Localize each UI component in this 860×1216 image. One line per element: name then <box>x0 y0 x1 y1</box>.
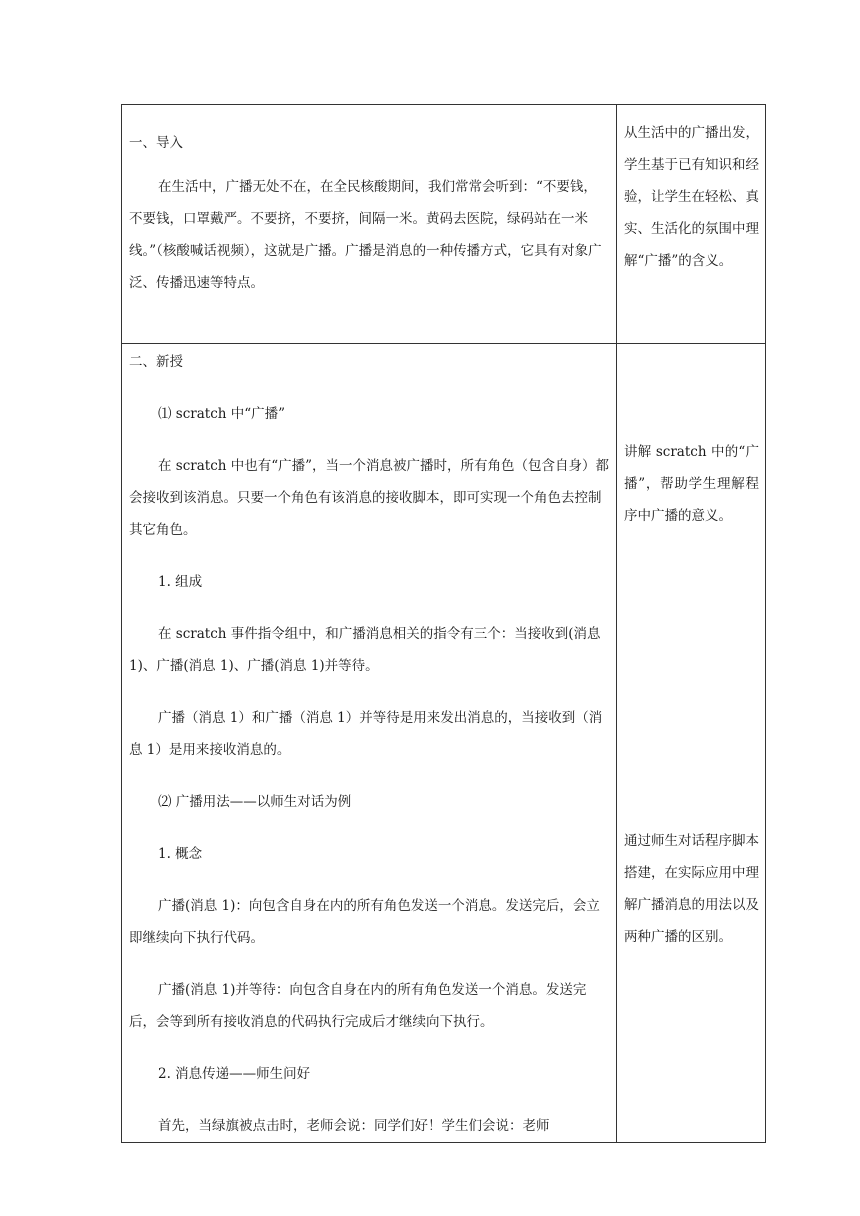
lesson-plan-table <box>121 104 766 1143</box>
row-intro <box>122 105 766 344</box>
cell-intro-note <box>617 105 766 344</box>
list-item-concept: 1. 概念 <box>158 846 203 862</box>
subheading-broadcast-in-scratch: ⑴ scratch 中“广播” <box>158 406 286 422</box>
cell-new-lesson-notes <box>617 344 766 1143</box>
broadcast-design-note: 讲解 scratch 中的“广播”，帮助学生理解程序中广播的意义。 <box>624 444 759 524</box>
subheading-broadcast-usage: ⑵ 广播用法——以师生对话为例 <box>158 794 352 810</box>
dialogue-design-note: 通过师生对话程序脚本搭建，在实际应用中理解广播消息的用法以及两种广播的区别。 <box>624 833 759 945</box>
paragraph-send-receive: 广播（消息 1）和广播（消息 1）并等待是用来发出消息的，当接收到（消息 1）是用来接收消息的。 <box>129 710 603 758</box>
cell-new-lesson-content <box>122 344 617 1143</box>
paragraph-event-blocks: 在 scratch 事件指令组中，和广播消息相关的指令有三个：当接收到(消息 1)、广播(消息 1)、广播(消息 1)并等待。 <box>129 626 601 674</box>
section-heading-new: 二、新授 <box>129 354 183 370</box>
paragraph-broadcast-def: 广播(消息 1)：向包含自身在内的所有角色发送一个消息。发送完后，会立即继续向下执行代码。 <box>129 898 600 946</box>
cell-intro-content <box>122 105 617 344</box>
paragraph-broadcast-wait-def: 广播(消息 1)并等待：向包含自身在内的所有角色发送一个消息。发送完后，会等到所有接收消息的代码执行完成后才继续向下执行。 <box>129 982 587 1030</box>
intro-paragraph: 在生活中，广播无处不在，在全民核酸期间，我们常常会听到：“不要钱，不要钱，口罩戴严。不要挤，不要挤，间隔一米。黄码去医院，绿码站在一米线。”（核酸喊话视频），这就是广播。广播是消息的一种传播方式，它具有对象广泛、传播迅速等特点。 <box>129 179 602 291</box>
list-item-message-passing: 2. 消息传递——师生问好 <box>158 1066 311 1082</box>
intro-design-note: 从生活中的广播出发，学生基于已有知识和经验，让学生在轻松、真实、生活化的氛围中理解“广播”的含义。 <box>624 125 759 269</box>
list-item-composition: 1. 组成 <box>158 574 203 590</box>
section-heading-intro: 一、导入 <box>129 135 183 151</box>
paragraph-broadcast-intro: 在 scratch 中也有“广播”，当一个消息被广播时，所有角色（包含自身）都会接收到该消息。只要一个角色有该消息的接收脚本，即可实现一个角色去控制其它角色。 <box>129 458 610 538</box>
paragraph-greeting-example: 首先，当绿旗被点击时，老师会说：同学们好！学生们会说：老师 <box>158 1118 550 1134</box>
row-new-lesson <box>122 344 766 1143</box>
